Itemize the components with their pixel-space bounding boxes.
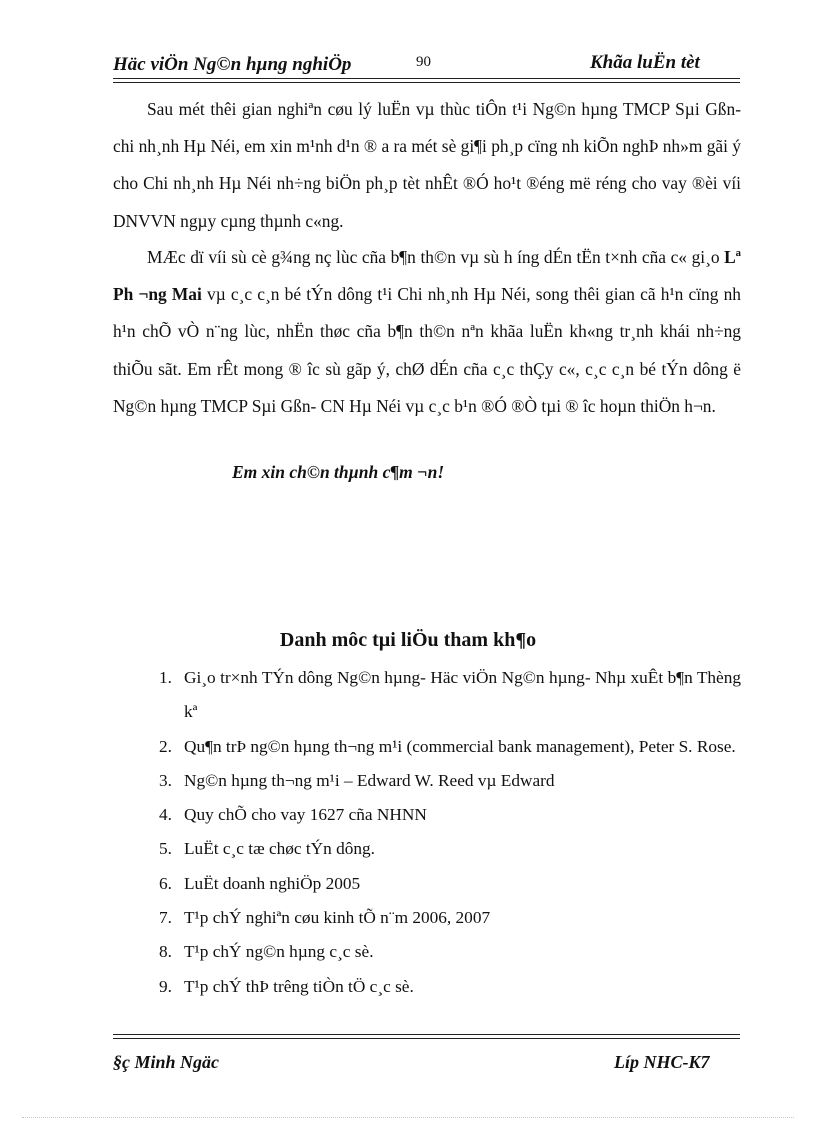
header-institution: Häc viÖn Ng©n hµng nghiÖp [113, 54, 352, 75]
reference-number: 4. [159, 805, 172, 825]
reference-number: 2. [159, 736, 172, 756]
reference-item [148, 970, 741, 1004]
footer-class: Líp NHC-K7 [614, 1052, 710, 1072]
body-paragraph-1: Sau mét thêi gian nghiªn cøu lý luËn vµ thùc tiÔn t¹i Ng©n hµng TMCP Sµi Gßn- chi nh¸nh Hµ Néi, em xin m¹nh d¹n ® a ra mét sè gi¶i ph¸p cïng nh kiÕn nghÞ nh»m gãi ý cho Chi nh¸nh Hµ Néi nh÷ng biÖn ph¸p tèt nhÊt ®Ó ho¹t ®éng më réng cho vay ®èi víi DNVVN ngµy cµng thµnh c«ng. [113, 99, 741, 231]
reference-text: T¹p chÝ thÞ trêng tiÒn tÖ c¸c sè. [184, 976, 414, 996]
reference-text: LuËt c¸c tæ chøc tÝn dông. [184, 839, 376, 859]
reference-text: T¹p chÝ nghiªn cøu kinh tÕ n¨m 2006, 2007 [184, 908, 491, 928]
reference-number: 5. [159, 839, 172, 859]
reference-number: 8. [159, 942, 172, 962]
references-title: Danh môc tµi liÖu tham kh¶o [279, 629, 537, 651]
reference-item [148, 832, 741, 866]
references-list [148, 661, 741, 1004]
reference-text: Quy chÕ cho vay 1627 cña NHNN [184, 805, 427, 825]
reference-item [148, 901, 741, 935]
reference-item [148, 730, 741, 764]
paragraph-2-text-start: MÆc dï víi sù cè g¾ng nç lùc cña b¶n th©n vµ sù h íng dÉn tËn t×nh cña c« gi¸o [147, 247, 725, 267]
thanks-line: Em xin ch©n thµnh c¶m ¬n! [232, 462, 445, 482]
reference-text: Ng©n hµng th¬ng m¹i – Edward W. Reed vµ Edward [184, 770, 555, 790]
paragraph-2-text-end: vµ c¸c c¸n bé tÝn dông t¹i Chi nh¸nh Hµ Néi, song thêi gian cã h¹n cïng nh h¹n chÕ vÒ n¨ng lùc, nhËn thøc cña b¶n th©n nªn khãa luËn kh«ng tr¸nh khái nh÷ng thiÕu sãt. Em rÊt mong ® îc sù gãp ý, chØ dÉn cña c¸c thÇy c«, c¸c c¸n bé tÝn dông ë Ng©n hµng TMCP Sµi Gßn- CN Hµ Néi vµ c¸c b¹n ®Ó ®Ò tµi ® îc hoµn thiÖn h¬n. [113, 284, 742, 416]
reference-text: Gi¸o tr×nh TÝn dông Ng©n hµng- Häc viÖn Ng©n hµng- Nhµ xuÊt b¶n Thèng kª [184, 668, 741, 722]
body-paragraph-2 [113, 239, 741, 425]
reference-item [148, 798, 741, 832]
reference-number: 1. [159, 668, 172, 687]
advisor-name: Lª Ph ¬ng Mai [113, 247, 741, 305]
header-document-type: Khãa luËn tèt [590, 52, 700, 73]
page-boundary-line [22, 1117, 794, 1118]
reference-item [148, 935, 741, 969]
header-rule [113, 82, 740, 83]
footer-rule [113, 1034, 740, 1035]
page-number: 90 [416, 54, 431, 70]
footer-author: §ç Minh Ngäc [113, 1052, 220, 1072]
reference-number: 9. [159, 976, 172, 996]
reference-text: LuËt doanh nghiÖp 2005 [184, 873, 361, 893]
reference-number: 6. [159, 873, 172, 893]
header-rule [113, 78, 740, 79]
reference-text: T¹p chÝ ng©n hµng c¸c sè. [184, 942, 374, 962]
footer-rule [113, 1038, 740, 1039]
reference-item [148, 764, 741, 798]
reference-text: Qu¶n trÞ ng©n hµng th¬ng m¹i (commercial bank management), Peter S. Rose. [184, 736, 736, 756]
reference-item [148, 661, 741, 730]
reference-item [148, 867, 741, 901]
reference-number: 7. [159, 908, 172, 928]
reference-number: 3. [159, 770, 172, 790]
